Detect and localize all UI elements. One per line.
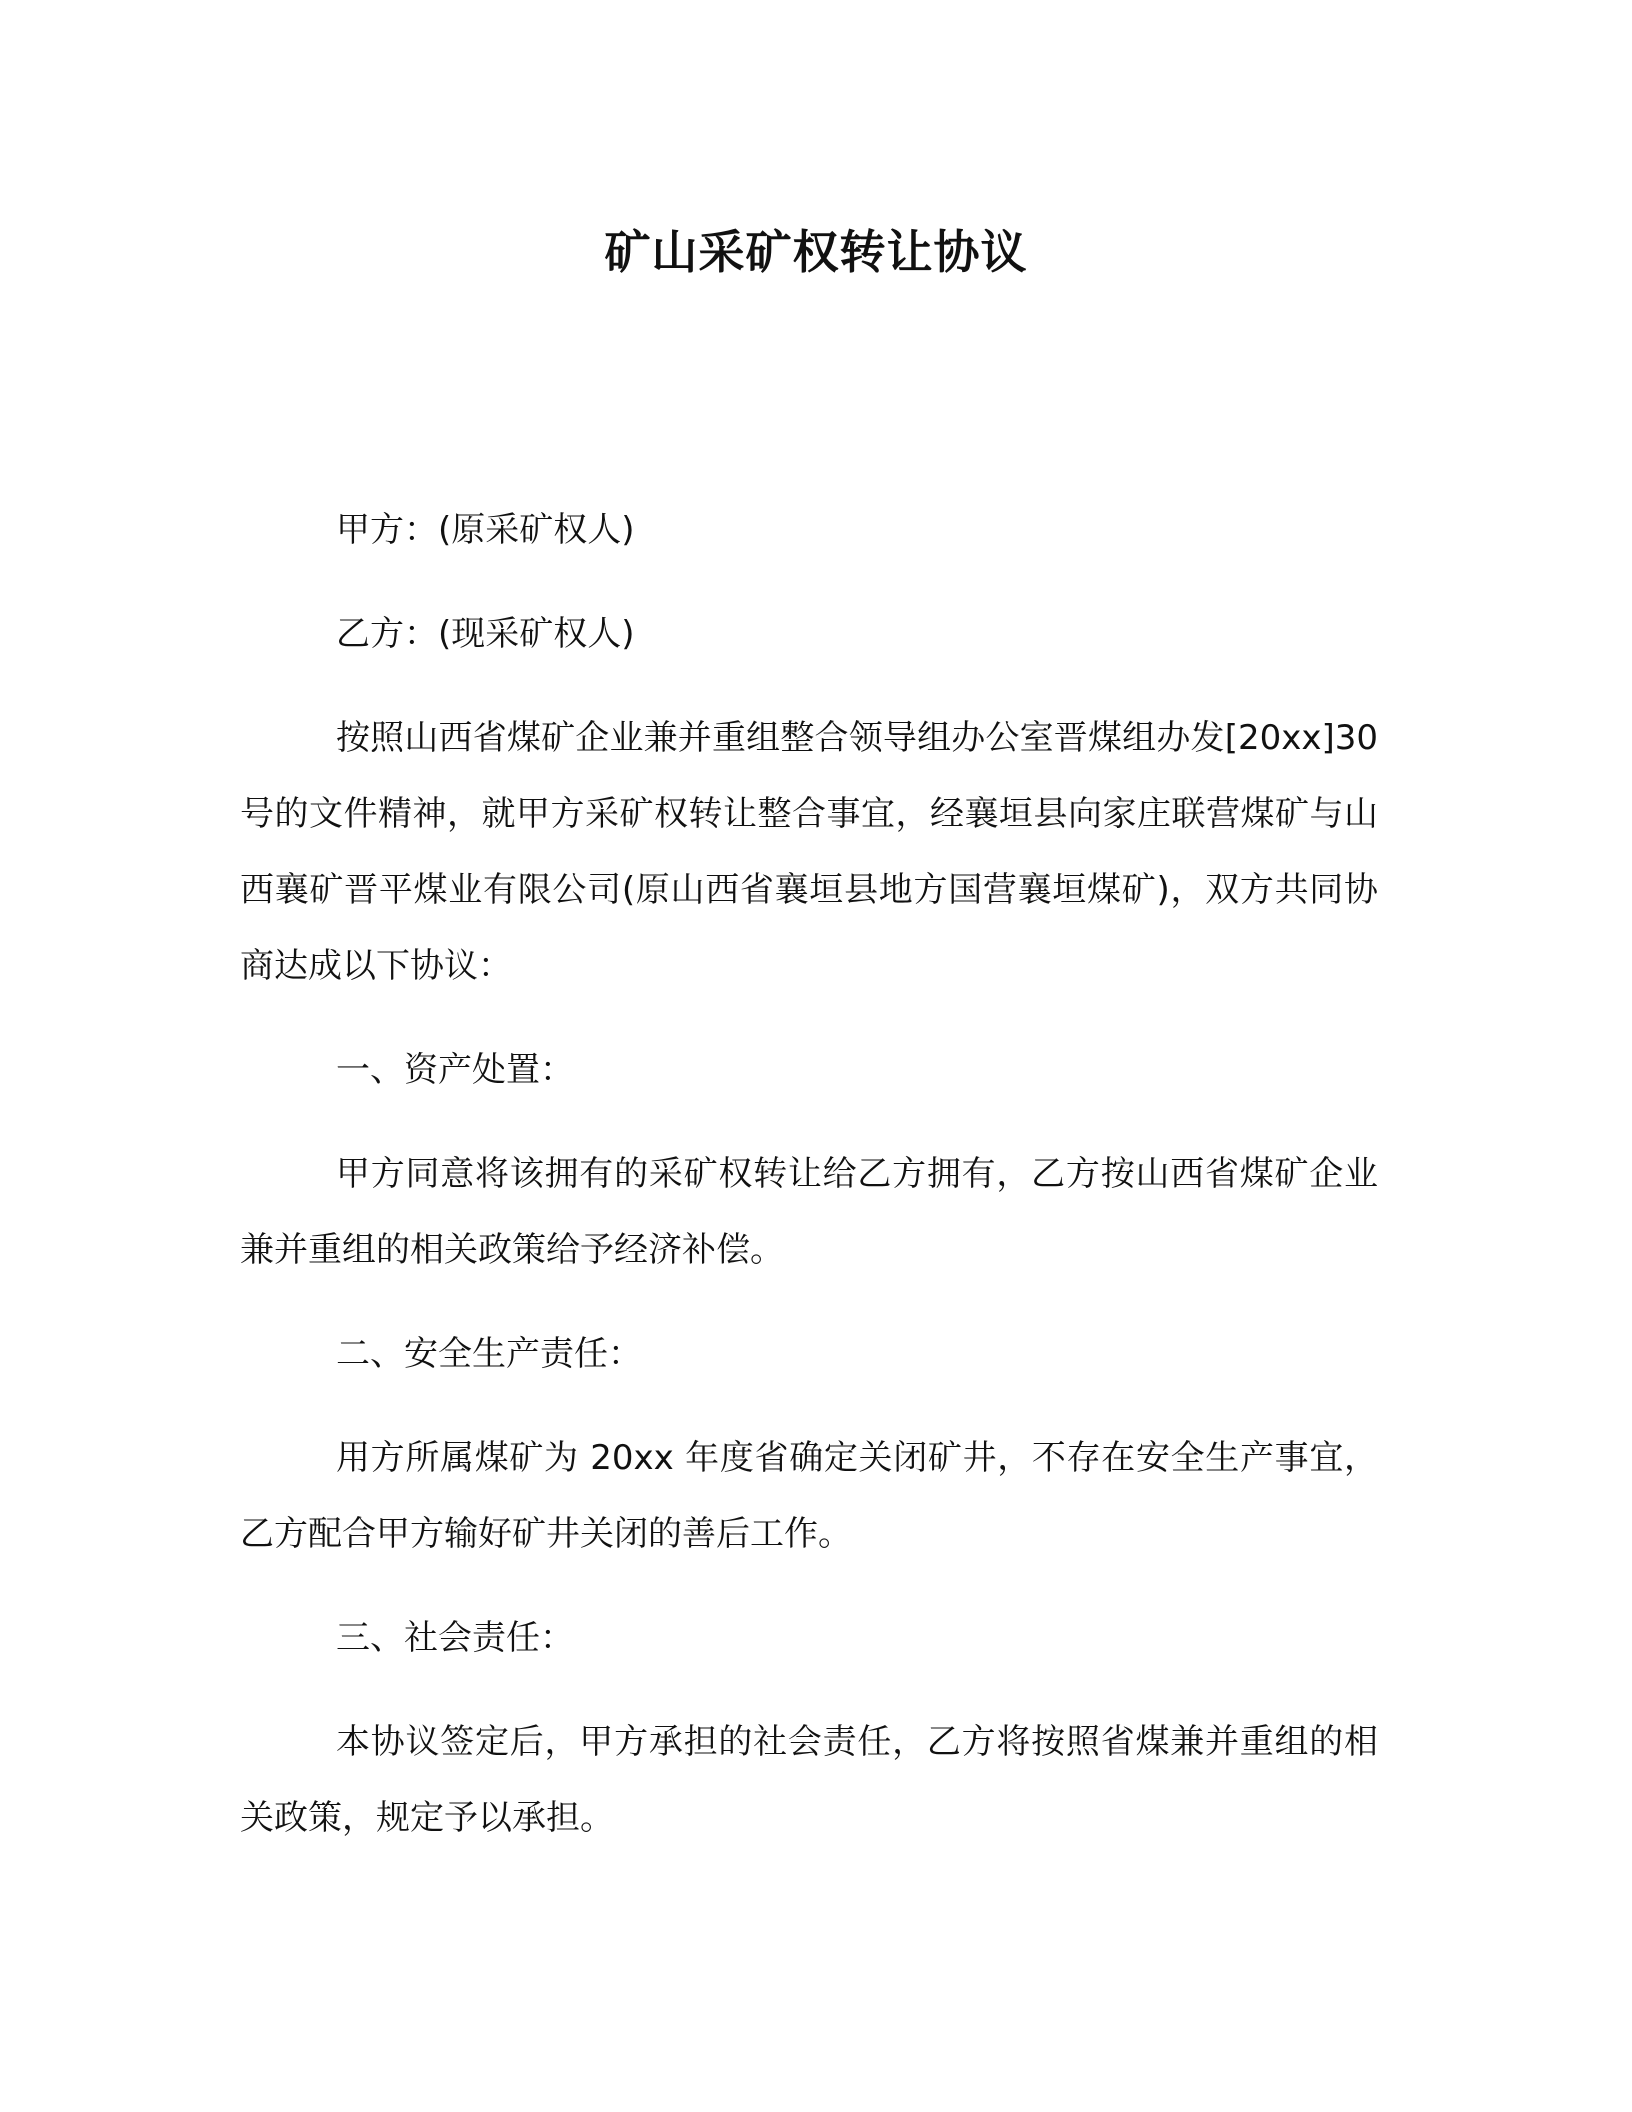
document-title: 矿山采矿权转让协议 (604, 225, 1028, 279)
party-a-line: 甲方：(原采矿权人) (336, 510, 635, 550)
section-1-body: 甲方同意将该拥有的采矿权转让给乙方拥有，乙方按山西省煤矿企业兼并重组的相关政策给予经济补偿。 (240, 1154, 1378, 1270)
section-2-heading: 二、安全生产责任： (336, 1334, 642, 1374)
party-b-line: 乙方：(现采矿权人) (336, 614, 635, 654)
section-3-heading: 三、社会责任： (336, 1618, 574, 1658)
document-body (240, 492, 1378, 1884)
section-2-body: 用方所属煤矿为 20xx 年度省确定关闭矿井，不存在安全生产事宜，乙方配合甲方输好矿井关闭的善后工作。 (240, 1438, 1378, 1554)
section-1-heading: 一、资产处置： (336, 1050, 574, 1090)
section-3-body: 本协议签定后，甲方承担的社会责任，乙方将按照省煤兼并重组的相关政策，规定予以承担。 (240, 1722, 1378, 1838)
preamble-paragraph: 按照山西省煤矿企业兼并重组整合领导组办公室晋煤组办发[20xx]30 号的文件精神，就甲方采矿权转让整合事宜，经襄垣县向家庄联营煤矿与山西襄矿晋平煤业有限公司(原山西省襄垣县地方国营襄垣煤矿)，双方共同协商达成以下协议： (240, 718, 1378, 986)
